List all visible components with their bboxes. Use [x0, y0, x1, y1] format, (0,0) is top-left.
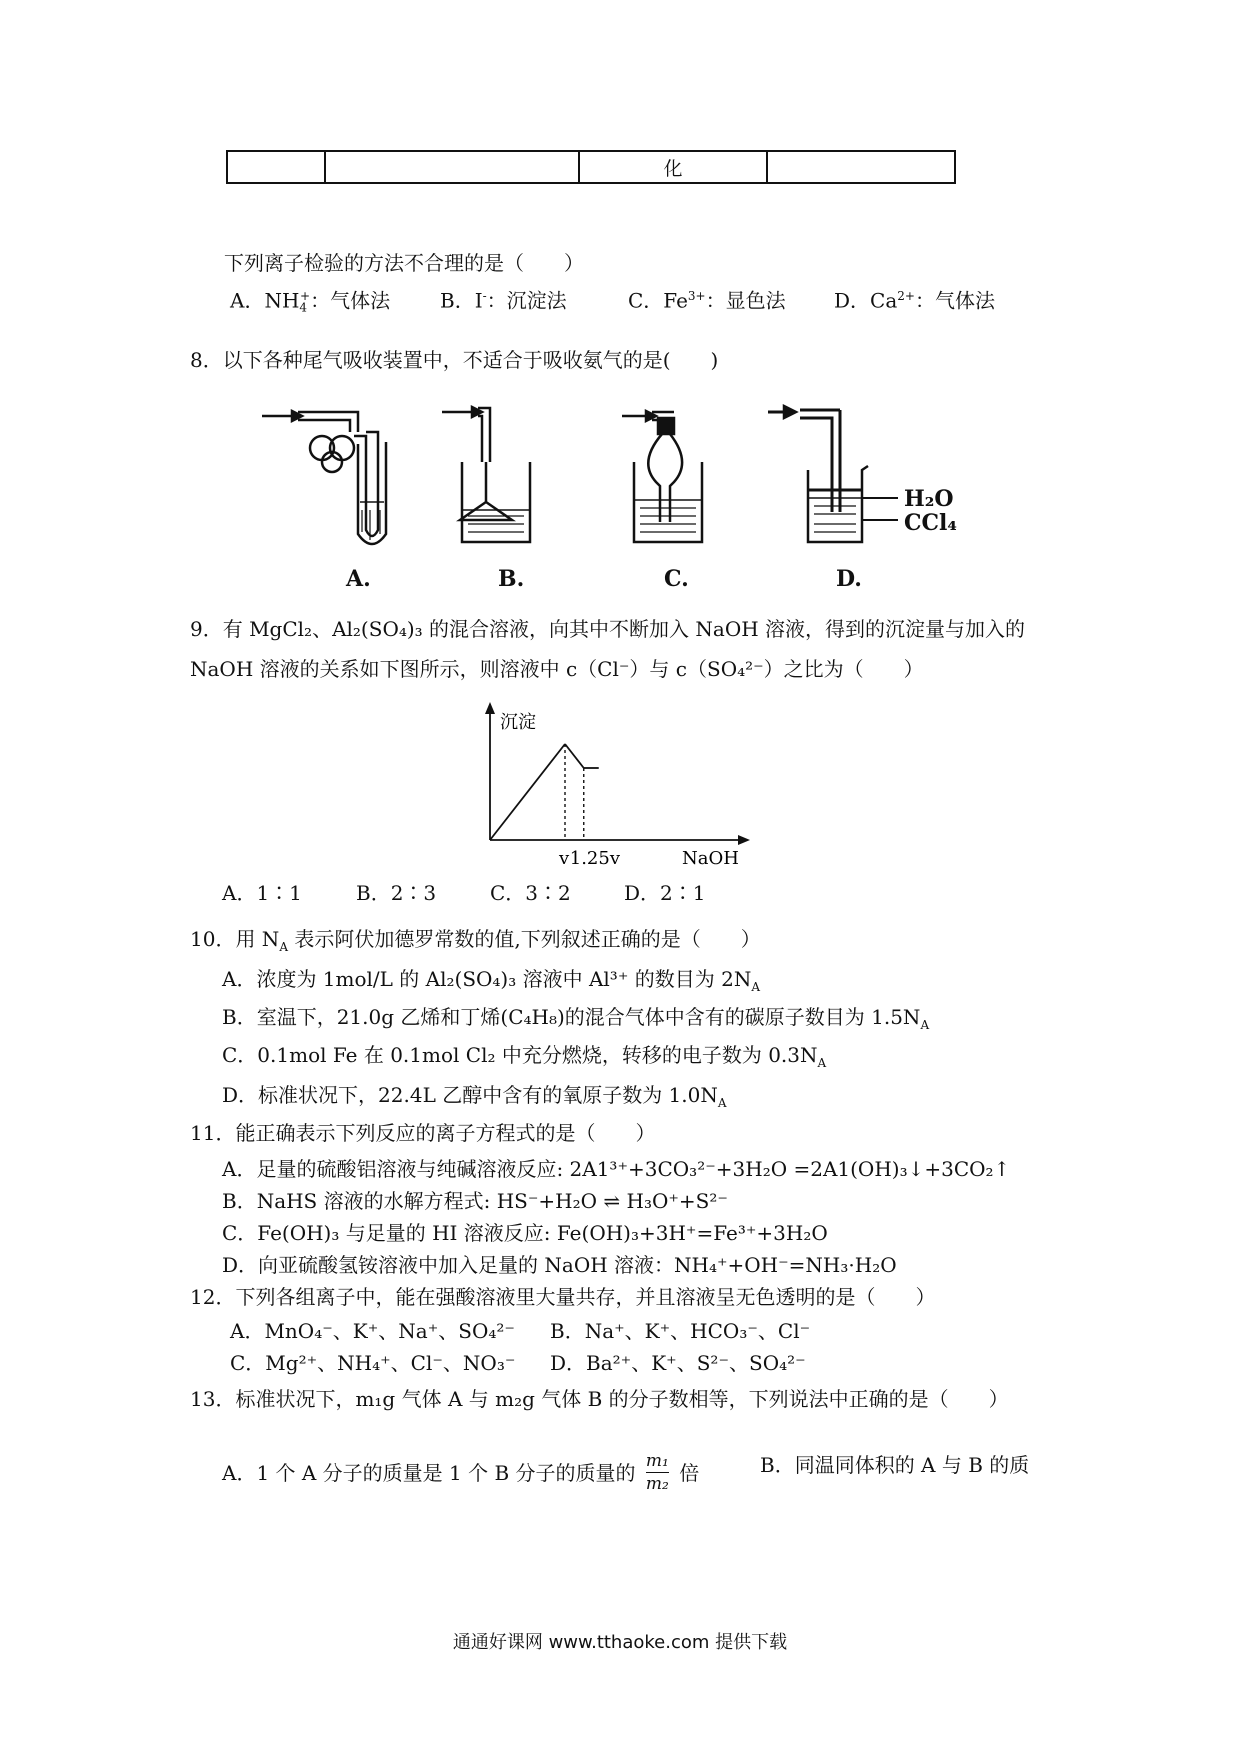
q10-stem: 10．用 $N_A$ 表示阿伏加德罗常数的值,下列叙述正确的是（ ） — [190, 927, 761, 954]
q10-option-c: C．0.1mol Fe 在 0.1mol Cl₂ 中充分燃烧，转移的电子数为 $0.3N_A$ — [222, 1043, 827, 1070]
q12-stem: 12．下列各组离子中，能在强酸溶液里大量共存，并且溶液呈无色透明的是（ ） — [190, 1285, 936, 1309]
chart-ylabel: 沉淀 — [500, 712, 536, 733]
q9-line1: 9．有 MgCl₂、Al₂(SO₄)₃ 的混合溶液，向其中不断加入 NaOH 溶液，得到的沉淀量与加入的 — [190, 617, 1026, 641]
apparatus-d — [768, 406, 898, 542]
q8-stem: 8．以下各种尾气吸收装置中，不适合于吸收氨气的是( ) — [190, 348, 719, 372]
chart-xlabel: NaOH — [682, 848, 739, 869]
q11-option-d: D．向亚硫酸氢铵溶液中加入足量的 NaOH 溶液：NH₄⁺+OH⁻=NH₃·H₂O — [222, 1253, 897, 1277]
q7-stem: 下列离子检验的方法不合理的是（ ） — [224, 251, 584, 275]
d-label-water: H₂O — [904, 486, 954, 512]
q12-option-b: B．Na⁺、K⁺、HCO₃⁻、Cl⁻ — [550, 1319, 811, 1343]
q11-option-a: A．足量的硫酸铝溶液与纯碱溶液反应: 2A1³⁺+3CO₃²⁻+3H₂O =2A1(OH)₃↓+3CO₂↑ — [222, 1157, 1011, 1181]
q12-option-d: D．Ba²⁺、K⁺、S²⁻、SO₄²⁻ — [550, 1351, 806, 1375]
table-cell — [767, 151, 955, 183]
apparatus-a — [262, 411, 386, 544]
q13-option-a: A．1 个 A 分子的质量是 1 个 B 分子的质量的 $\frac{\text{m₁}}{\text{m₂}}$ 倍 — [222, 1451, 700, 1494]
q10-option-a: A．浓度为 1mol/L 的 Al₂(SO₄)₃ 溶液中 Al³⁺ 的数目为 $2N_A$ — [222, 967, 760, 994]
y-axis-arrow — [485, 702, 495, 714]
x-tick-label: 1.25v — [569, 848, 620, 869]
table-cell — [227, 151, 325, 183]
apparatus-label-b: B. — [498, 566, 525, 592]
q11-option-b: B．NaHS 溶液的水解方程式: HS⁻+H₂O ⇌ H₃O⁺+S²⁻ — [222, 1189, 728, 1213]
q7-option-d: D．$Ca^{2+}$：气体法 — [834, 288, 995, 313]
top-table — [226, 150, 956, 184]
apparatus-label-a: A. — [346, 566, 371, 592]
q9-option-b: B．2∶3 — [356, 881, 437, 905]
x-axis-arrow — [738, 835, 750, 845]
q9-option-a: A．1∶1 — [222, 881, 302, 905]
q9-option-d: D．2∶1 — [624, 881, 706, 905]
q11-option-c: C．Fe(OH)₃ 与足量的 HI 溶液反应: Fe(OH)₃+3H⁺=Fe³⁺+3H₂O — [222, 1221, 828, 1245]
q11-stem: 11．能正确表示下列反应的离子方程式的是（ ） — [190, 1121, 656, 1145]
q7-option-a: A．$NH_4^+$：气体法 — [230, 288, 391, 315]
q9-option-c: C．3∶2 — [490, 881, 571, 905]
apparatus-b — [442, 407, 530, 542]
q12-option-a: A．MnO₄⁻、K⁺、Na⁺、SO₄²⁻ — [230, 1319, 515, 1343]
apparatus-c — [622, 411, 702, 542]
q12-option-c: C．Mg²⁺、NH₄⁺、Cl⁻、NO₃⁻ — [230, 1351, 516, 1375]
fraction: $\frac{\text{m₁}}{\text{m₂}}$ — [645, 1451, 669, 1494]
q9-line2: NaOH 溶液的关系如下图所示，则溶液中 c（Cl⁻）与 c（SO₄²⁻）之比为（ ） — [190, 657, 924, 681]
q7-option-b: B．I-：沉淀法 — [440, 288, 567, 313]
table-cell — [325, 151, 579, 183]
d-label-ccl4: CCl₄ — [904, 510, 958, 536]
precipitate-chart — [470, 700, 760, 870]
series-segment — [490, 744, 565, 840]
page-footer: 通通好课网 www.tthaoke.com 提供下载 — [452, 1632, 788, 1653]
apparatus-label-d: D. — [836, 566, 862, 592]
q10-option-b: B．室温下，21.0g 乙烯和丁烯(C₄H₈)的混合气体中含有的碳原子数目为 $1.5N_A$ — [222, 1005, 930, 1032]
apparatus-label-c: C. — [664, 566, 689, 592]
series-segment — [565, 744, 584, 768]
q8-apparatus-figure — [262, 402, 962, 602]
q10-option-d: D．标准状况下，22.4L 乙醇中含有的氧原子数为 $1.0N_A$ — [222, 1083, 727, 1110]
q7-option-c: C．$Fe^{3+}$：显色法 — [628, 288, 786, 313]
x-tick-label: v — [559, 848, 570, 869]
q13-stem: 13．标准状况下，m₁g 气体 A 与 m₂g 气体 B 的分子数相等，下列说法中正确的是（ ） — [190, 1387, 1009, 1411]
table-cell: 化 — [579, 151, 767, 183]
q13-option-b: B．同温同体积的 A 与 B 的质 — [760, 1453, 1030, 1477]
